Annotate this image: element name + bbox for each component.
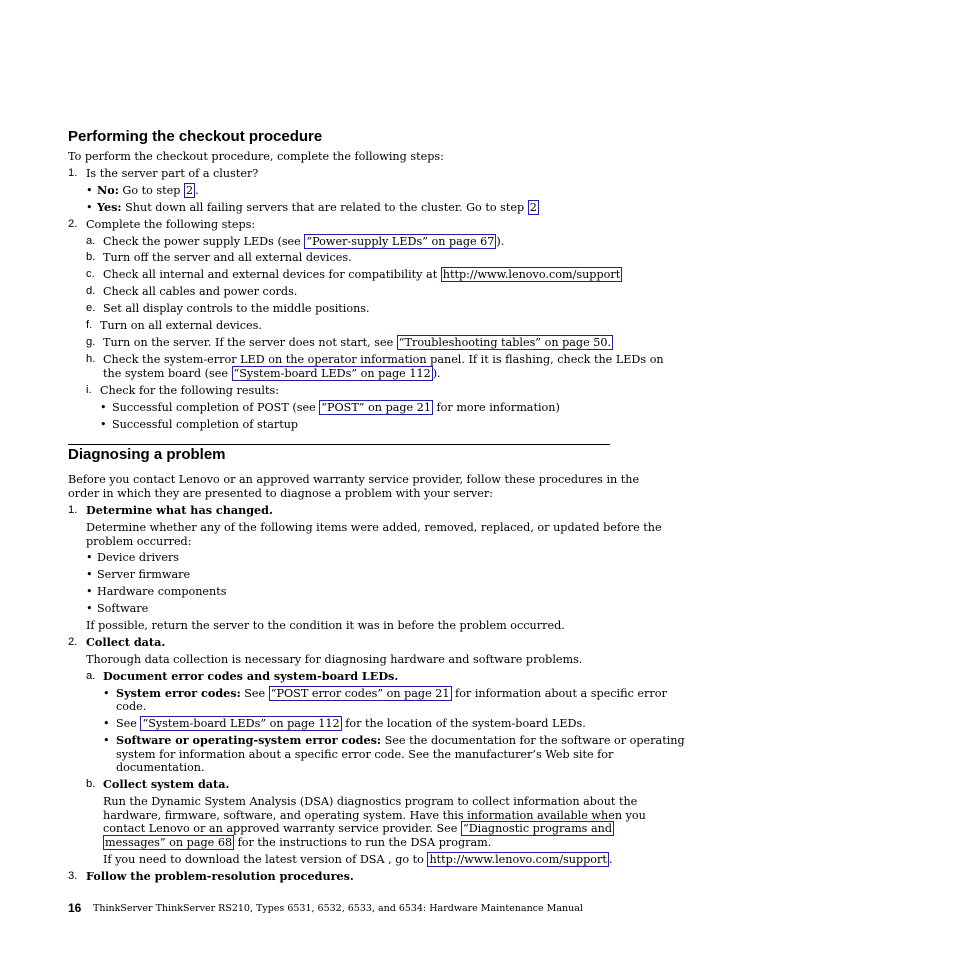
diag-intro: order in which they are presented to diagnose a problem with your server: bbox=[68, 487, 493, 500]
link-post-error-codes[interactable]: “POST error codes” on page 21 bbox=[270, 687, 450, 700]
diag-intro: Before you contact Lenovo or an approved warranty service provider, follow these procedures in the bbox=[68, 473, 640, 486]
substep-letter: b. bbox=[86, 778, 96, 790]
step-number: 2. bbox=[68, 636, 78, 648]
item-text: See bbox=[240, 687, 269, 700]
item-text: . bbox=[608, 853, 613, 866]
substep-d: Check all cables and power cords. bbox=[103, 285, 298, 298]
step-text: Complete the following steps: bbox=[86, 218, 256, 231]
item-text: contact Lenovo or an approved warranty service provider. See bbox=[103, 822, 461, 835]
step-paragraph: Thorough data collection is necessary for diagnosing hardware and software problems. bbox=[86, 653, 583, 666]
list-item-yes bbox=[97, 201, 539, 214]
item-text: for the instructions to run the DSA program. bbox=[234, 836, 492, 849]
bullet-icon: • bbox=[86, 585, 93, 598]
link-diagnostic-programs-cont[interactable]: messages” on page 68 bbox=[105, 836, 233, 849]
item-continuation: documentation. bbox=[116, 761, 205, 774]
item-text: Turn on the server. If the server does not start, see bbox=[103, 336, 397, 349]
label-no: No: bbox=[97, 183, 119, 197]
substep-title: Collect system data. bbox=[103, 777, 230, 791]
step-text: Is the server part of a cluster? bbox=[86, 167, 259, 180]
item-continuation: system for information about a specific error code. See the manufacturer’s Web site for bbox=[116, 748, 614, 761]
step-paragraph: Determine whether any of the following items were added, removed, replaced, or updated before the bbox=[86, 521, 662, 534]
substep-paragraph: hardware, firmware, software, and operating system. Have this information available when you bbox=[103, 809, 646, 822]
step-title: Collect data. bbox=[86, 635, 166, 649]
bullet-icon: • bbox=[86, 551, 93, 564]
bullet-icon: • bbox=[86, 602, 93, 615]
substep-h-line1: Check the system-error LED on the operator information panel. If it is flashing, check the LEDs on bbox=[103, 353, 664, 366]
item-text: . bbox=[195, 184, 199, 197]
item-text: Check all internal and external devices for compatibility at bbox=[103, 268, 441, 281]
substep-title: Document error codes and system-board LEDs. bbox=[103, 669, 399, 683]
section-divider bbox=[68, 444, 610, 445]
bullet-icon: • bbox=[103, 687, 110, 700]
list-item bbox=[116, 687, 667, 700]
step-number: 2. bbox=[68, 218, 78, 230]
item-text: for the location of the system-board LEDs. bbox=[341, 717, 586, 730]
substep-letter: g. bbox=[86, 336, 96, 348]
list-item: Hardware components bbox=[97, 585, 227, 598]
substep-letter: d. bbox=[86, 285, 96, 297]
link-system-board-leds[interactable]: “System-board LEDs” on page 112 bbox=[233, 367, 431, 380]
substep-paragraph bbox=[103, 822, 614, 835]
step-number: 3. bbox=[68, 870, 78, 882]
link-step-2[interactable]: 2 bbox=[529, 201, 537, 214]
step-title: Determine what has changed. bbox=[86, 503, 273, 517]
substep-letter: h. bbox=[86, 353, 96, 365]
item-text: the system board (see bbox=[103, 367, 232, 380]
item-text: for information about a specific error bbox=[451, 687, 667, 700]
result-item: Successful completion of startup bbox=[112, 418, 299, 431]
item-label: System error codes: bbox=[116, 686, 241, 700]
substep-letter: a. bbox=[86, 235, 96, 247]
substep-letter: b. bbox=[86, 251, 96, 263]
item-text: Shut down all failing servers that are related to the cluster. Go to step bbox=[121, 201, 528, 214]
list-item: Device drivers bbox=[97, 551, 180, 564]
substep-paragraph bbox=[103, 836, 491, 849]
step-number: 1. bbox=[68, 167, 78, 179]
substep-f: Turn on all external devices. bbox=[100, 319, 262, 332]
substep-h-line2 bbox=[103, 367, 441, 380]
substep-letter: f. bbox=[86, 319, 93, 331]
bullet-icon: • bbox=[103, 717, 110, 730]
footer-text: ThinkServer ThinkServer RS210, Types 6531, 6532, 6533, and 6534: Hardware Maintenance Manual bbox=[93, 903, 583, 914]
bullet-icon: • bbox=[100, 418, 107, 431]
substep-e: Set all display controls to the middle positions. bbox=[103, 302, 370, 315]
list-item: Server firmware bbox=[97, 568, 191, 581]
item-label: Software or operating-system error codes: bbox=[116, 733, 382, 747]
bullet-icon: • bbox=[86, 201, 93, 214]
substep-letter: c. bbox=[86, 268, 95, 280]
item-continuation: code. bbox=[116, 700, 147, 713]
item-text: See the documentation for the software or operating bbox=[381, 734, 685, 747]
step-paragraph: problem occurred: bbox=[86, 535, 192, 548]
link-system-board-leds[interactable]: “System-board LEDs” on page 112 bbox=[142, 717, 340, 730]
result-item bbox=[112, 401, 560, 414]
item-text: See bbox=[116, 717, 141, 730]
item-text: Check the power supply LEDs (see bbox=[103, 235, 305, 248]
link-post[interactable]: “POST” on page 21 bbox=[321, 401, 431, 414]
link-power-supply-leds[interactable]: “Power-supply LEDs” on page 67 bbox=[306, 235, 495, 248]
link-diagnostic-programs[interactable]: “Diagnostic programs and bbox=[462, 822, 613, 835]
substep-g bbox=[103, 336, 613, 349]
substep-a bbox=[103, 235, 504, 248]
link-lenovo-support[interactable]: http://www.lenovo.com/support bbox=[442, 268, 621, 281]
bullet-icon: • bbox=[103, 734, 110, 747]
item-text: Successful completion of POST (see bbox=[112, 401, 320, 414]
bullet-icon: • bbox=[86, 568, 93, 581]
section-title-checkout: Performing the checkout procedure bbox=[68, 128, 323, 145]
step-paragraph: If possible, return the server to the condition it was in before the problem occurred. bbox=[86, 619, 565, 632]
link-step-2[interactable]: 2 bbox=[185, 184, 194, 197]
link-troubleshooting-tables[interactable]: “Troubleshooting tables” on page 50. bbox=[398, 336, 612, 349]
page-number: 16 bbox=[68, 901, 82, 915]
substep-paragraph bbox=[103, 853, 612, 866]
step-number: 1. bbox=[68, 504, 78, 516]
label-yes: Yes: bbox=[97, 200, 122, 214]
substep-letter: i. bbox=[86, 384, 92, 396]
list-item bbox=[116, 734, 685, 747]
item-text: ). bbox=[496, 235, 505, 248]
list-item: Software bbox=[97, 602, 149, 615]
substep-letter: a. bbox=[86, 670, 96, 682]
substep-paragraph: Run the Dynamic System Analysis (DSA) diagnostics program to collect information about the bbox=[103, 795, 638, 808]
step-title: Follow the problem-resolution procedures. bbox=[86, 869, 354, 883]
checkout-intro: To perform the checkout procedure, complete the following steps: bbox=[68, 150, 444, 163]
item-text: If you need to download the latest version of DSA , go to bbox=[103, 853, 428, 866]
list-item-no bbox=[97, 184, 199, 197]
list-item bbox=[116, 717, 586, 730]
substep-b: Turn off the server and all external devices. bbox=[103, 251, 352, 264]
substep-c bbox=[103, 268, 622, 281]
item-text: ). bbox=[432, 367, 441, 380]
link-lenovo-support[interactable]: http://www.lenovo.com/support bbox=[429, 853, 607, 866]
section-title-diagnosing: Diagnosing a problem bbox=[68, 446, 226, 463]
substep-i: Check for the following results: bbox=[100, 384, 279, 397]
item-text: Go to step bbox=[118, 184, 184, 197]
item-text: for more information) bbox=[432, 401, 560, 414]
substep-letter: e. bbox=[86, 302, 96, 314]
bullet-icon: • bbox=[86, 184, 93, 197]
bullet-icon: • bbox=[100, 401, 107, 414]
